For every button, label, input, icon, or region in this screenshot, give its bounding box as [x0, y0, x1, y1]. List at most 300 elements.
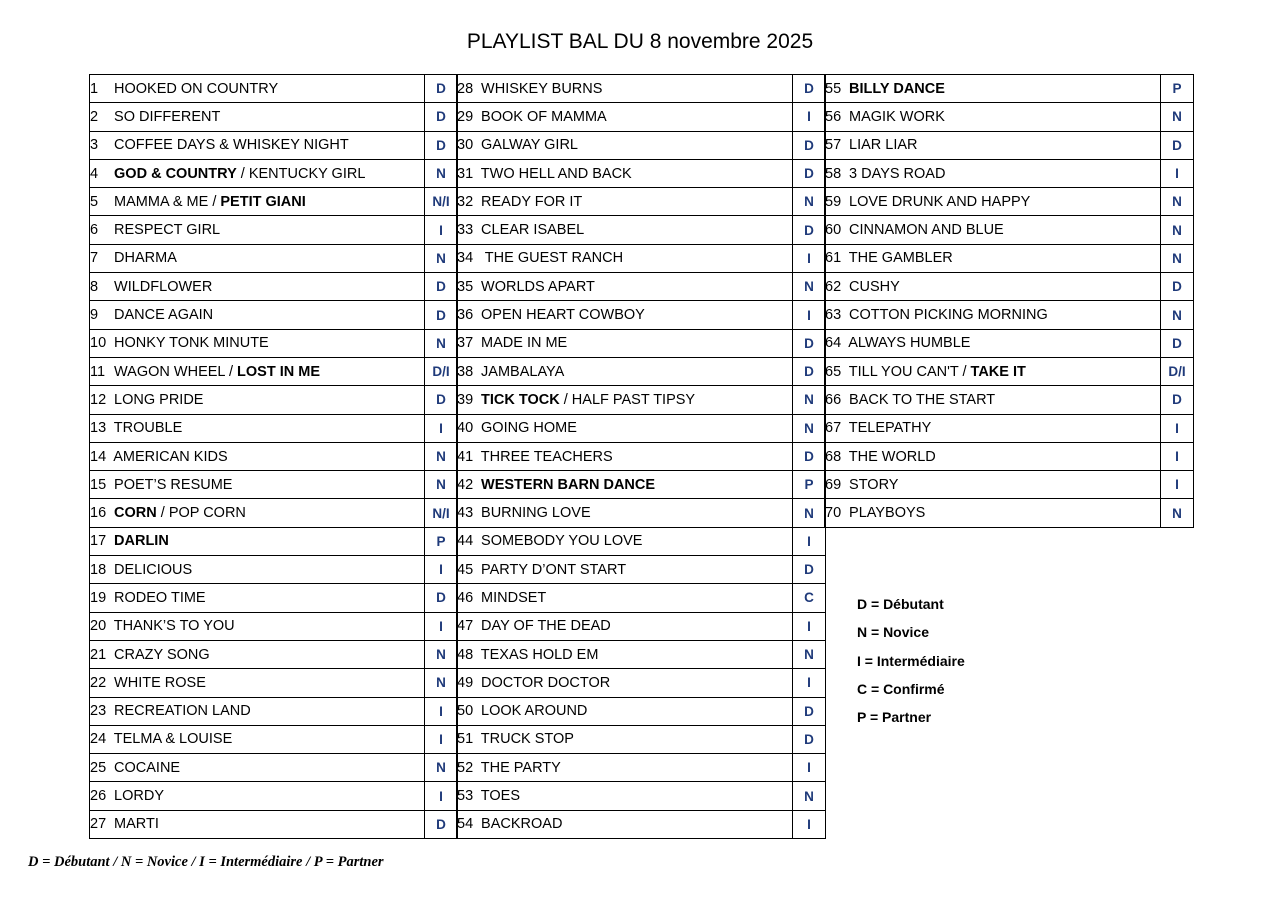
level-code: D [793, 216, 826, 244]
song-cell [90, 273, 425, 301]
song-title: DAY OF THE DEAD [481, 618, 611, 635]
level-code: I [793, 301, 826, 329]
song-title: PARTY D’ONT START [481, 561, 627, 578]
song-title: RESPECT GIRL [114, 222, 221, 239]
table-row [457, 159, 826, 187]
song-title: THE PARTY [480, 759, 561, 776]
song-number: 8 [90, 278, 99, 295]
song-number: 29 [457, 108, 474, 125]
song-number: 70 [825, 505, 842, 522]
song-cell [90, 216, 425, 244]
table-row [457, 188, 826, 216]
level-code: I [425, 414, 458, 442]
level-code: I [1161, 442, 1194, 470]
level-code: I [425, 725, 458, 753]
table-row [90, 782, 458, 810]
level-code: D/I [1161, 357, 1194, 385]
table-row [457, 612, 826, 640]
song-number: 42 [457, 476, 474, 493]
song-number: 23 [90, 703, 107, 720]
song-cell [825, 273, 1161, 301]
song-title: MAMMA & ME / [114, 193, 221, 210]
song-title: WILDFLOWER [114, 278, 213, 295]
song-number: 64 [825, 335, 842, 352]
level-code: N [793, 386, 826, 414]
song-cell [90, 301, 425, 329]
table-row [90, 301, 458, 329]
song-title: DANCE AGAIN [114, 307, 214, 324]
table-row [457, 556, 826, 584]
song-number: 44 [457, 533, 474, 550]
song-number: 3 [90, 137, 99, 154]
song-number: 4 [90, 165, 99, 182]
table-row [825, 75, 1194, 103]
level-code: N [1161, 103, 1194, 131]
level-code: I [793, 810, 826, 838]
legend-item: D = Débutant [857, 596, 944, 612]
table-row [90, 697, 458, 725]
song-number: 13 [90, 420, 107, 437]
level-code: I [425, 216, 458, 244]
table-row [457, 499, 826, 527]
song-number: 57 [825, 137, 842, 154]
table-row [90, 75, 458, 103]
table-row [457, 273, 826, 301]
song-number: 28 [457, 80, 474, 97]
playlist-column-3 [824, 74, 1194, 528]
song-cell [90, 329, 425, 357]
level-code: N [425, 442, 458, 470]
table-row [90, 414, 458, 442]
song-title: MARTI [114, 816, 159, 833]
song-title: TEXAS HOLD EM [480, 646, 599, 663]
level-code: N [793, 640, 826, 668]
table-row [90, 357, 458, 385]
level-code: N [425, 754, 458, 782]
table-row [825, 103, 1194, 131]
playlist-column-2 [456, 74, 826, 839]
table-row [457, 244, 826, 272]
song-title: TWO HELL AND BACK [480, 165, 632, 182]
level-code: I [793, 754, 826, 782]
level-code: D [793, 556, 826, 584]
song-number: 19 [90, 589, 107, 606]
level-code: N [793, 782, 826, 810]
table-row [825, 188, 1194, 216]
song-number: 7 [90, 250, 99, 267]
song-cell [457, 612, 793, 640]
level-code: N [425, 159, 458, 187]
table-row [825, 159, 1194, 187]
song-number: 50 [457, 703, 474, 720]
table-row [825, 499, 1194, 527]
song-cell [457, 697, 793, 725]
song-title: / HALF PAST TIPSY [559, 391, 696, 408]
level-code: D [425, 273, 458, 301]
song-title: CRAZY SONG [114, 646, 210, 663]
song-number: 30 [457, 137, 474, 154]
song-title: LOST IN ME [237, 363, 321, 380]
song-title: READY FOR IT [481, 193, 583, 210]
table-row [457, 725, 826, 753]
table-row [90, 754, 458, 782]
table-row [90, 273, 458, 301]
table-row [90, 499, 458, 527]
song-cell [825, 357, 1161, 385]
table-row [90, 471, 458, 499]
level-code: D [793, 329, 826, 357]
song-cell [90, 414, 425, 442]
song-title: JAMBALAYA [481, 363, 565, 380]
table-row [825, 273, 1194, 301]
song-cell [90, 442, 425, 470]
song-cell [457, 782, 793, 810]
song-title: LONG PRIDE [114, 391, 204, 408]
level-code: D [1161, 273, 1194, 301]
song-cell [90, 244, 425, 272]
level-legend [857, 593, 965, 734]
legend-item: P = Partner [857, 709, 932, 726]
level-code: N [1161, 188, 1194, 216]
level-code: D [1161, 131, 1194, 159]
song-cell [90, 386, 425, 414]
song-number: 47 [457, 618, 474, 635]
table-row [457, 669, 826, 697]
table-row [90, 216, 458, 244]
song-title: BOOK OF MAMMA [481, 108, 607, 125]
song-number: 5 [90, 193, 99, 210]
song-cell [457, 386, 793, 414]
level-code: D [793, 357, 826, 385]
level-code: D [793, 159, 826, 187]
song-number: 38 [457, 363, 474, 380]
table-row [90, 556, 458, 584]
song-cell [457, 499, 793, 527]
table-row [457, 75, 826, 103]
song-number: 40 [457, 420, 474, 437]
song-number: 31 [457, 165, 474, 182]
song-title: 3 DAYS ROAD [849, 165, 946, 182]
legend-item: C = Confirmé [857, 680, 945, 697]
song-cell [825, 386, 1161, 414]
table-row [457, 527, 826, 555]
song-number: 20 [90, 618, 107, 635]
song-title: RECREATION LAND [114, 703, 251, 720]
song-cell [825, 103, 1161, 131]
level-code: D [425, 386, 458, 414]
song-cell [90, 357, 425, 385]
song-cell [90, 782, 425, 810]
level-code: N [793, 273, 826, 301]
table-row [825, 131, 1194, 159]
level-code: I [425, 612, 458, 640]
song-number: 41 [457, 448, 474, 465]
song-title: DHARMA [114, 250, 177, 267]
song-title: / POP CORN [156, 505, 246, 522]
song-cell [457, 273, 793, 301]
song-cell [90, 697, 425, 725]
song-title: DARLIN [114, 533, 169, 550]
level-code: D [793, 131, 826, 159]
song-title: TAKE IT [970, 363, 1026, 380]
table-row [457, 697, 826, 725]
song-number: 10 [90, 335, 107, 352]
song-title: THE WORLD [848, 448, 936, 465]
song-cell [825, 244, 1161, 272]
table-row [90, 527, 458, 555]
level-code: I [793, 244, 826, 272]
table-row [457, 810, 826, 838]
level-code: D [793, 725, 826, 753]
song-cell [825, 471, 1161, 499]
song-number: 60 [825, 222, 842, 239]
song-title: LIAR LIAR [849, 137, 918, 154]
song-cell [90, 810, 425, 838]
level-code: I [793, 103, 826, 131]
level-code: I [425, 556, 458, 584]
song-cell [90, 471, 425, 499]
table-row [90, 188, 458, 216]
song-number: 15 [90, 476, 107, 493]
song-cell [457, 131, 793, 159]
table-row [457, 301, 826, 329]
legend-item: N = Novice [857, 624, 929, 641]
song-cell [90, 584, 425, 612]
song-cell [457, 527, 793, 555]
table-row [825, 442, 1194, 470]
song-number: 67 [825, 420, 842, 437]
song-title: GOD & COUNTRY [114, 165, 237, 182]
song-cell [90, 725, 425, 753]
song-number: 32 [457, 193, 474, 210]
song-title: CUSHY [849, 278, 900, 295]
level-code: D [793, 697, 826, 725]
song-number: 18 [90, 561, 107, 578]
level-code: D [425, 301, 458, 329]
level-code: I [793, 612, 826, 640]
song-number: 22 [90, 674, 107, 691]
level-code: I [793, 669, 826, 697]
song-title: ALWAYS HUMBLE [848, 335, 971, 352]
level-code: I [425, 697, 458, 725]
song-title: HOOKED ON COUNTRY [114, 80, 279, 97]
song-number: 62 [825, 278, 842, 295]
level-code: C [793, 584, 826, 612]
table-row [825, 471, 1194, 499]
song-cell [457, 640, 793, 668]
song-number: 66 [825, 391, 842, 408]
level-code: P [793, 471, 826, 499]
level-code: P [425, 527, 458, 555]
level-code: D [1161, 329, 1194, 357]
song-cell [457, 216, 793, 244]
song-cell [457, 329, 793, 357]
song-cell [457, 103, 793, 131]
song-cell [457, 810, 793, 838]
footnote: D = Débutant / N = Novice / I = Intermédiaire / P = Partner [28, 854, 384, 870]
song-title: COTTON PICKING MORNING [849, 307, 1048, 324]
level-code: I [1161, 471, 1194, 499]
table-row [457, 357, 826, 385]
level-code: N [425, 471, 458, 499]
song-title: BACK TO THE START [849, 391, 996, 408]
song-cell [825, 414, 1161, 442]
table-row [457, 782, 826, 810]
song-title: BURNING LOVE [481, 505, 591, 522]
table-row [90, 103, 458, 131]
song-cell [457, 244, 793, 272]
song-title: POET’S RESUME [114, 476, 233, 493]
level-code: I [1161, 414, 1194, 442]
song-title: / KENTUCKY GIRL [236, 165, 366, 182]
song-number: 6 [90, 222, 99, 239]
table-row [457, 471, 826, 499]
song-cell [457, 584, 793, 612]
level-code: D [1161, 386, 1194, 414]
table-row [457, 386, 826, 414]
level-code: N [425, 244, 458, 272]
song-cell [90, 188, 425, 216]
song-number: 25 [90, 759, 107, 776]
table-row [825, 301, 1194, 329]
song-title: BACKROAD [481, 816, 563, 833]
song-title: WHISKEY BURNS [481, 80, 603, 97]
song-number: 11 [90, 363, 106, 380]
level-code: I [1161, 159, 1194, 187]
level-code: I [425, 782, 458, 810]
level-code: D [425, 131, 458, 159]
level-code: N [425, 669, 458, 697]
song-title: WAGON WHEEL / [114, 363, 238, 380]
song-title: SO DIFFERENT [114, 108, 221, 125]
level-code: D [425, 75, 458, 103]
song-title: GALWAY GIRL [481, 137, 578, 154]
song-cell [457, 556, 793, 584]
song-cell [457, 301, 793, 329]
table-row [90, 131, 458, 159]
song-number: 69 [825, 476, 842, 493]
table-row [90, 612, 458, 640]
table-row [825, 216, 1194, 244]
level-code: I [793, 527, 826, 555]
song-cell [457, 669, 793, 697]
level-code: N [793, 414, 826, 442]
level-code: N/I [425, 499, 458, 527]
level-code: D/I [425, 357, 458, 385]
level-code: N/I [425, 188, 458, 216]
song-number: 9 [90, 307, 99, 324]
song-cell [90, 499, 425, 527]
song-cell [825, 499, 1161, 527]
song-cell [90, 669, 425, 697]
song-title: OPEN HEART COWBOY [481, 307, 645, 324]
song-title: TROUBLE [113, 420, 183, 437]
level-code: N [425, 640, 458, 668]
song-title: WESTERN BARN DANCE [481, 476, 656, 493]
song-number: 65 [825, 363, 842, 380]
song-number: 49 [457, 674, 474, 691]
table-row [825, 329, 1194, 357]
song-number: 24 [90, 731, 107, 748]
level-code: N [1161, 301, 1194, 329]
table-row [457, 131, 826, 159]
table-row [90, 810, 458, 838]
level-code: D [425, 584, 458, 612]
song-number: 16 [90, 505, 107, 522]
song-title: THREE TEACHERS [480, 448, 613, 465]
level-code: D [425, 810, 458, 838]
song-title: COCAINE [114, 759, 181, 776]
song-number: 54 [457, 816, 474, 833]
song-cell [457, 357, 793, 385]
table-row [90, 244, 458, 272]
song-title: TICK TOCK [481, 391, 560, 408]
level-code: N [1161, 216, 1194, 244]
song-title: HONKY TONK MINUTE [114, 335, 269, 352]
table-row [457, 329, 826, 357]
song-title: AMERICAN KIDS [113, 448, 228, 465]
song-title: TRUCK STOP [480, 731, 574, 748]
song-number: 2 [90, 108, 99, 125]
song-title: DELICIOUS [114, 561, 193, 578]
song-cell [825, 131, 1161, 159]
song-title: LOVE DRUNK AND HAPPY [849, 193, 1031, 210]
song-title: THANK’S TO YOU [113, 618, 235, 635]
table-row [90, 386, 458, 414]
song-title: THE GAMBLER [848, 250, 953, 267]
level-code: N [425, 329, 458, 357]
song-title: DOCTOR DOCTOR [481, 674, 611, 691]
song-number: 51 [457, 731, 474, 748]
legend-item: I = Intermédiaire [857, 652, 965, 669]
table-row [90, 725, 458, 753]
song-number: 55 [825, 80, 842, 97]
level-code: N [1161, 244, 1194, 272]
table-row [90, 584, 458, 612]
song-number: 61 [825, 250, 842, 267]
song-cell [457, 725, 793, 753]
song-number: 21 [90, 646, 107, 663]
table-row [90, 669, 458, 697]
song-title: TOES [480, 788, 520, 805]
song-cell [457, 754, 793, 782]
song-number: 68 [825, 448, 842, 465]
song-title: RODEO TIME [114, 589, 206, 606]
table-row [90, 442, 458, 470]
song-title: WORLDS APART [481, 278, 595, 295]
song-number: 46 [457, 589, 474, 606]
song-cell [825, 188, 1161, 216]
level-code: P [1161, 75, 1194, 103]
song-title: LOOK AROUND [481, 703, 588, 720]
song-cell [825, 75, 1161, 103]
song-number: 45 [457, 561, 474, 578]
song-number: 52 [457, 759, 474, 776]
song-cell [457, 471, 793, 499]
table-row [90, 329, 458, 357]
song-number: 1 [90, 80, 99, 97]
song-title: PETIT GIANI [220, 193, 306, 210]
song-title: TILL YOU CAN'T / [848, 363, 971, 380]
song-number: 36 [457, 307, 474, 324]
table-row [457, 640, 826, 668]
song-title: MAGIK WORK [849, 108, 945, 125]
song-number: 35 [457, 278, 474, 295]
song-title: CORN [114, 505, 157, 522]
playlist-column-1 [89, 74, 458, 839]
song-number: 17 [90, 533, 107, 550]
song-number: 39 [457, 391, 474, 408]
